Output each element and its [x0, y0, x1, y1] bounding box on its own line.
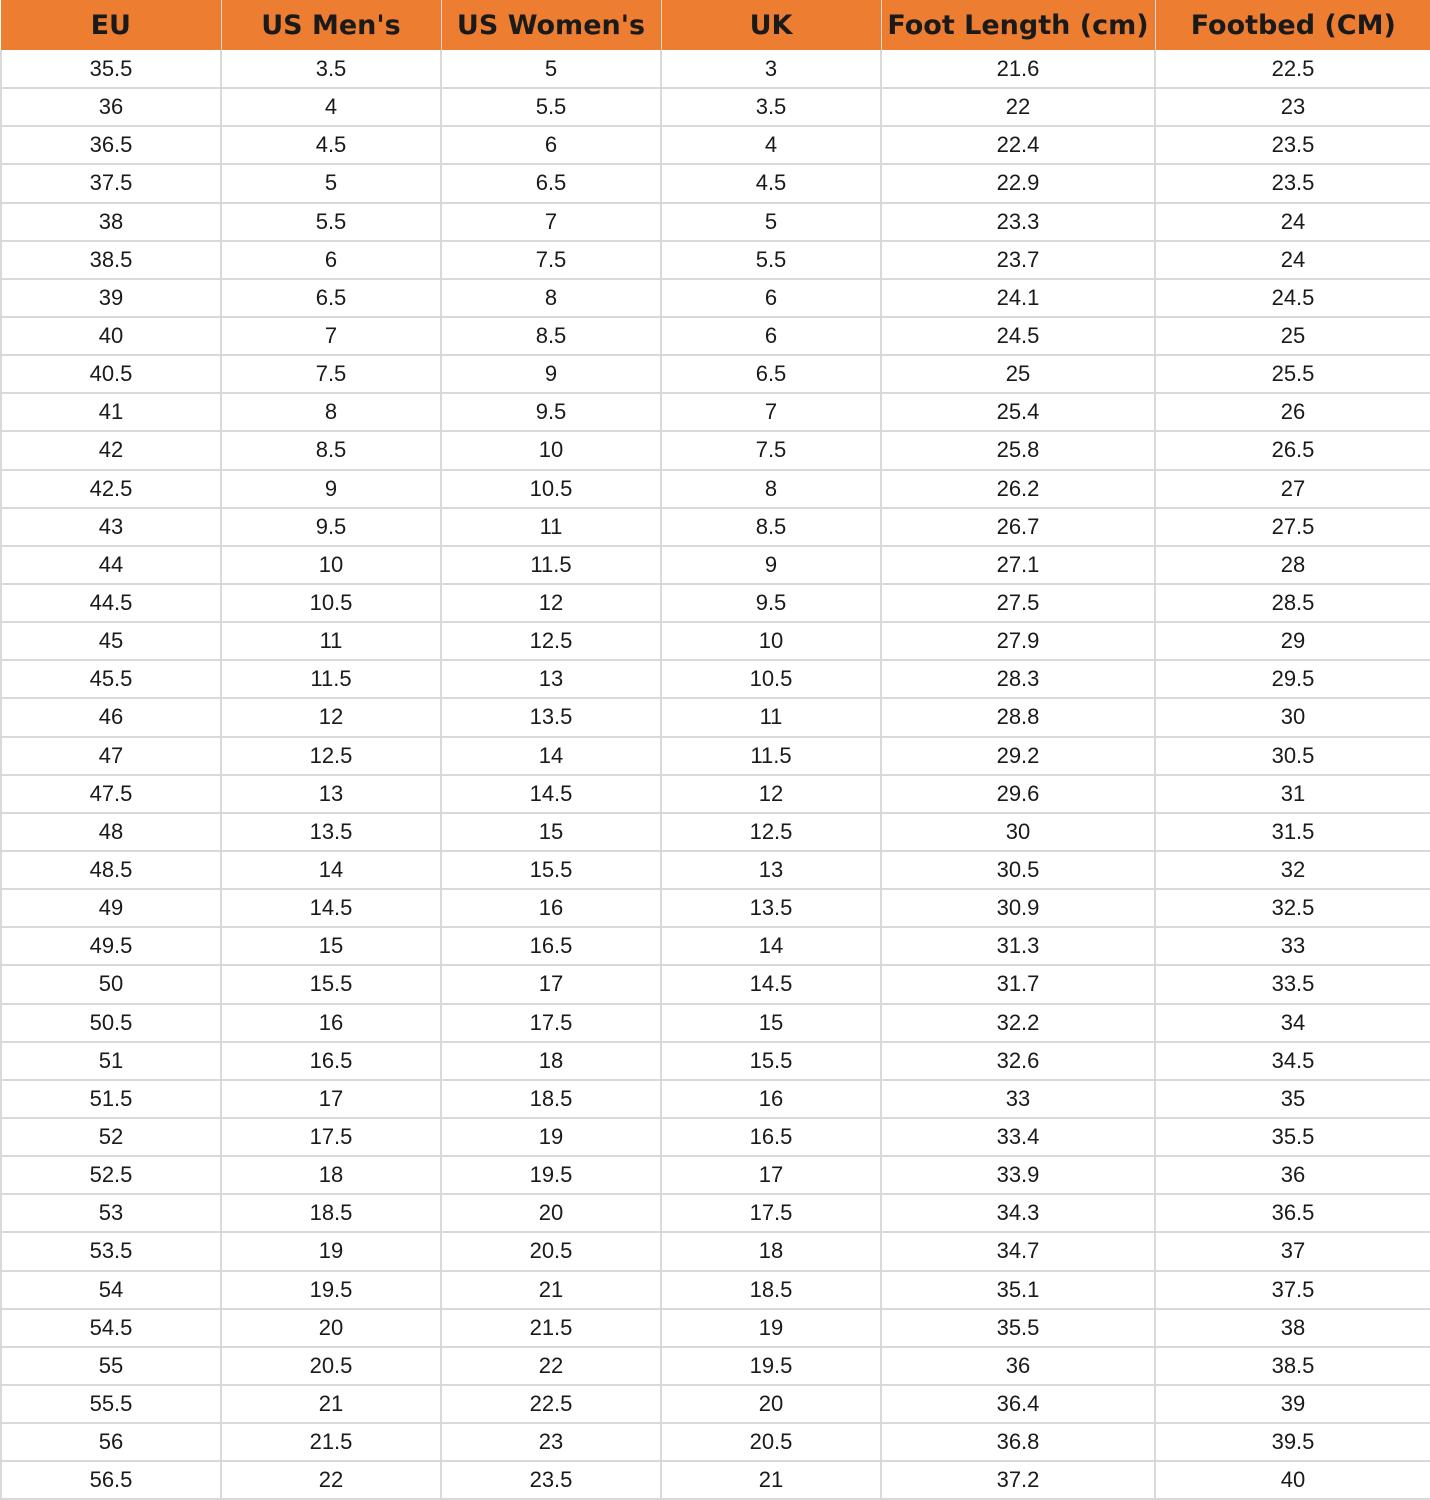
- column-header-us-womens: US Women's: [441, 0, 661, 50]
- cell-footbed: 23.5: [1155, 164, 1430, 202]
- cell-eu: 45: [1, 622, 221, 660]
- cell-uk: 18.5: [661, 1271, 881, 1309]
- table-row: [1, 1461, 1430, 1499]
- cell-uk: 7: [661, 393, 881, 431]
- cell-us-mens: 5.5: [221, 203, 441, 241]
- cell-foot-length: 36.4: [881, 1385, 1155, 1423]
- column-header-uk: UK: [661, 0, 881, 50]
- cell-eu: 37.5: [1, 164, 221, 202]
- cell-us-womens: 14.5: [441, 775, 661, 813]
- table-row: [1, 1156, 1430, 1194]
- cell-footbed: 23: [1155, 88, 1430, 126]
- cell-foot-length: 25.4: [881, 393, 1155, 431]
- table-row: [1, 1423, 1430, 1461]
- cell-footbed: 39.5: [1155, 1423, 1430, 1461]
- cell-eu: 49: [1, 889, 221, 927]
- cell-us-womens: 8.5: [441, 317, 661, 355]
- cell-footbed: 29: [1155, 622, 1430, 660]
- table-row: [1, 1118, 1430, 1156]
- cell-us-mens: 8: [221, 393, 441, 431]
- cell-eu: 40: [1, 317, 221, 355]
- cell-uk: 3: [661, 50, 881, 88]
- cell-uk: 3.5: [661, 88, 881, 126]
- cell-foot-length: 27.1: [881, 546, 1155, 584]
- cell-us-mens: 21: [221, 1385, 441, 1423]
- cell-uk: 13.5: [661, 889, 881, 927]
- table-row: [1, 927, 1430, 965]
- cell-us-mens: 3.5: [221, 50, 441, 88]
- cell-us-womens: 5.5: [441, 88, 661, 126]
- cell-eu: 56.5: [1, 1461, 221, 1499]
- cell-footbed: 33: [1155, 927, 1430, 965]
- cell-us-womens: 21: [441, 1271, 661, 1309]
- cell-eu: 52: [1, 1118, 221, 1156]
- cell-foot-length: 22.9: [881, 164, 1155, 202]
- table-row: [1, 470, 1430, 508]
- cell-uk: 15.5: [661, 1042, 881, 1080]
- cell-us-mens: 5: [221, 164, 441, 202]
- cell-us-womens: 14: [441, 737, 661, 775]
- cell-foot-length: 26.7: [881, 508, 1155, 546]
- cell-footbed: 33.5: [1155, 965, 1430, 1003]
- cell-foot-length: 24.1: [881, 279, 1155, 317]
- cell-foot-length: 32.2: [881, 1004, 1155, 1042]
- cell-uk: 12: [661, 775, 881, 813]
- cell-foot-length: 30.5: [881, 851, 1155, 889]
- cell-us-mens: 7.5: [221, 355, 441, 393]
- cell-uk: 10.5: [661, 660, 881, 698]
- table-row: [1, 317, 1430, 355]
- cell-uk: 7.5: [661, 431, 881, 469]
- cell-uk: 16: [661, 1080, 881, 1118]
- cell-foot-length: 22: [881, 88, 1155, 126]
- cell-uk: 9.5: [661, 584, 881, 622]
- cell-eu: 41: [1, 393, 221, 431]
- cell-foot-length: 29.2: [881, 737, 1155, 775]
- cell-us-mens: 18.5: [221, 1194, 441, 1232]
- table-row: [1, 775, 1430, 813]
- cell-foot-length: 37.2: [881, 1461, 1155, 1499]
- table-row: [1, 737, 1430, 775]
- cell-eu: 48.5: [1, 851, 221, 889]
- cell-us-mens: 10: [221, 546, 441, 584]
- cell-us-womens: 20: [441, 1194, 661, 1232]
- cell-foot-length: 23.7: [881, 241, 1155, 279]
- table-row: [1, 965, 1430, 1003]
- cell-footbed: 24.5: [1155, 279, 1430, 317]
- cell-uk: 16.5: [661, 1118, 881, 1156]
- cell-uk: 13: [661, 851, 881, 889]
- cell-us-mens: 9.5: [221, 508, 441, 546]
- table-row: [1, 241, 1430, 279]
- cell-uk: 8: [661, 470, 881, 508]
- cell-foot-length: 30.9: [881, 889, 1155, 927]
- cell-eu: 54: [1, 1271, 221, 1309]
- cell-uk: 6: [661, 317, 881, 355]
- cell-footbed: 39: [1155, 1385, 1430, 1423]
- cell-us-mens: 17: [221, 1080, 441, 1118]
- cell-us-womens: 7.5: [441, 241, 661, 279]
- cell-foot-length: 32.6: [881, 1042, 1155, 1080]
- cell-eu: 35.5: [1, 50, 221, 88]
- table-row: [1, 1271, 1430, 1309]
- cell-foot-length: 35.1: [881, 1271, 1155, 1309]
- cell-footbed: 37.5: [1155, 1271, 1430, 1309]
- cell-uk: 11: [661, 698, 881, 736]
- cell-us-womens: 9.5: [441, 393, 661, 431]
- cell-foot-length: 29.6: [881, 775, 1155, 813]
- cell-uk: 19: [661, 1309, 881, 1347]
- cell-eu: 55: [1, 1347, 221, 1385]
- column-header-footbed: Footbed (CM): [1155, 0, 1430, 50]
- cell-footbed: 28: [1155, 546, 1430, 584]
- cell-us-mens: 6: [221, 241, 441, 279]
- cell-footbed: 35.5: [1155, 1118, 1430, 1156]
- cell-us-womens: 11.5: [441, 546, 661, 584]
- cell-uk: 5.5: [661, 241, 881, 279]
- cell-footbed: 31.5: [1155, 813, 1430, 851]
- cell-us-womens: 19: [441, 1118, 661, 1156]
- cell-us-womens: 8: [441, 279, 661, 317]
- cell-us-mens: 8.5: [221, 431, 441, 469]
- table-row: [1, 698, 1430, 736]
- cell-footbed: 37: [1155, 1232, 1430, 1270]
- cell-eu: 42: [1, 431, 221, 469]
- cell-eu: 51: [1, 1042, 221, 1080]
- cell-us-womens: 6.5: [441, 164, 661, 202]
- cell-us-womens: 15: [441, 813, 661, 851]
- cell-foot-length: 22.4: [881, 126, 1155, 164]
- table-row: [1, 203, 1430, 241]
- table-row: [1, 126, 1430, 164]
- cell-footbed: 36: [1155, 1156, 1430, 1194]
- cell-us-mens: 16.5: [221, 1042, 441, 1080]
- cell-uk: 15: [661, 1004, 881, 1042]
- table-row: [1, 546, 1430, 584]
- cell-us-womens: 23: [441, 1423, 661, 1461]
- cell-uk: 11.5: [661, 737, 881, 775]
- table-row: [1, 1080, 1430, 1118]
- cell-uk: 5: [661, 203, 881, 241]
- cell-us-womens: 20.5: [441, 1232, 661, 1270]
- cell-footbed: 34.5: [1155, 1042, 1430, 1080]
- table-row: [1, 889, 1430, 927]
- cell-foot-length: 30: [881, 813, 1155, 851]
- cell-foot-length: 21.6: [881, 50, 1155, 88]
- table-row: [1, 813, 1430, 851]
- cell-footbed: 23.5: [1155, 126, 1430, 164]
- cell-us-mens: 6.5: [221, 279, 441, 317]
- cell-eu: 50.5: [1, 1004, 221, 1042]
- cell-us-womens: 11: [441, 508, 661, 546]
- table-body: [1, 50, 1430, 1499]
- cell-us-mens: 12.5: [221, 737, 441, 775]
- cell-footbed: 25: [1155, 317, 1430, 355]
- table-header: [1, 0, 1430, 50]
- cell-us-mens: 10.5: [221, 584, 441, 622]
- cell-us-mens: 7: [221, 317, 441, 355]
- cell-foot-length: 34.7: [881, 1232, 1155, 1270]
- cell-us-mens: 11: [221, 622, 441, 660]
- cell-us-mens: 20: [221, 1309, 441, 1347]
- cell-footbed: 38.5: [1155, 1347, 1430, 1385]
- table-row: [1, 50, 1430, 88]
- cell-eu: 45.5: [1, 660, 221, 698]
- cell-eu: 43: [1, 508, 221, 546]
- cell-uk: 17: [661, 1156, 881, 1194]
- cell-foot-length: 24.5: [881, 317, 1155, 355]
- cell-us-mens: 13: [221, 775, 441, 813]
- cell-eu: 53.5: [1, 1232, 221, 1270]
- cell-footbed: 32: [1155, 851, 1430, 889]
- cell-us-womens: 15.5: [441, 851, 661, 889]
- cell-eu: 48: [1, 813, 221, 851]
- cell-eu: 47.5: [1, 775, 221, 813]
- cell-eu: 56: [1, 1423, 221, 1461]
- cell-us-mens: 11.5: [221, 660, 441, 698]
- cell-footbed: 30.5: [1155, 737, 1430, 775]
- cell-uk: 6: [661, 279, 881, 317]
- cell-foot-length: 23.3: [881, 203, 1155, 241]
- cell-eu: 54.5: [1, 1309, 221, 1347]
- cell-us-mens: 12: [221, 698, 441, 736]
- cell-us-mens: 15.5: [221, 965, 441, 1003]
- table-row: [1, 393, 1430, 431]
- cell-foot-length: 28.8: [881, 698, 1155, 736]
- cell-us-womens: 18: [441, 1042, 661, 1080]
- table-row: [1, 1194, 1430, 1232]
- cell-us-womens: 22.5: [441, 1385, 661, 1423]
- cell-foot-length: 27.5: [881, 584, 1155, 622]
- cell-eu: 40.5: [1, 355, 221, 393]
- cell-footbed: 35: [1155, 1080, 1430, 1118]
- cell-uk: 4.5: [661, 164, 881, 202]
- cell-eu: 51.5: [1, 1080, 221, 1118]
- cell-eu: 55.5: [1, 1385, 221, 1423]
- cell-uk: 18: [661, 1232, 881, 1270]
- cell-us-womens: 18.5: [441, 1080, 661, 1118]
- cell-foot-length: 26.2: [881, 470, 1155, 508]
- table-row: [1, 660, 1430, 698]
- cell-us-mens: 9: [221, 470, 441, 508]
- table-row: [1, 88, 1430, 126]
- cell-uk: 14: [661, 927, 881, 965]
- cell-foot-length: 25.8: [881, 431, 1155, 469]
- header-row: [1, 0, 1430, 50]
- cell-uk: 17.5: [661, 1194, 881, 1232]
- column-header-eu: EU: [1, 0, 221, 50]
- cell-us-mens: 22: [221, 1461, 441, 1499]
- table-row: [1, 851, 1430, 889]
- cell-footbed: 40: [1155, 1461, 1430, 1499]
- cell-uk: 6.5: [661, 355, 881, 393]
- cell-us-mens: 21.5: [221, 1423, 441, 1461]
- column-header-us-mens: US Men's: [221, 0, 441, 50]
- cell-foot-length: 34.3: [881, 1194, 1155, 1232]
- cell-us-womens: 23.5: [441, 1461, 661, 1499]
- table-row: [1, 1347, 1430, 1385]
- cell-footbed: 28.5: [1155, 584, 1430, 622]
- cell-us-womens: 10: [441, 431, 661, 469]
- cell-foot-length: 31.7: [881, 965, 1155, 1003]
- cell-foot-length: 31.3: [881, 927, 1155, 965]
- cell-us-mens: 19: [221, 1232, 441, 1270]
- cell-eu: 50: [1, 965, 221, 1003]
- cell-foot-length: 27.9: [881, 622, 1155, 660]
- cell-uk: 20: [661, 1385, 881, 1423]
- cell-us-womens: 22: [441, 1347, 661, 1385]
- cell-eu: 44.5: [1, 584, 221, 622]
- table-row: [1, 622, 1430, 660]
- cell-footbed: 29.5: [1155, 660, 1430, 698]
- table-row: [1, 584, 1430, 622]
- cell-us-mens: 20.5: [221, 1347, 441, 1385]
- cell-footbed: 26.5: [1155, 431, 1430, 469]
- cell-eu: 36.5: [1, 126, 221, 164]
- column-header-foot-length: Foot Length (cm): [881, 0, 1155, 50]
- table-row: [1, 1004, 1430, 1042]
- cell-us-womens: 10.5: [441, 470, 661, 508]
- cell-footbed: 24: [1155, 203, 1430, 241]
- cell-us-mens: 17.5: [221, 1118, 441, 1156]
- cell-us-womens: 7: [441, 203, 661, 241]
- table-row: [1, 1309, 1430, 1347]
- cell-foot-length: 33.4: [881, 1118, 1155, 1156]
- cell-us-womens: 21.5: [441, 1309, 661, 1347]
- cell-eu: 53: [1, 1194, 221, 1232]
- cell-footbed: 30: [1155, 698, 1430, 736]
- cell-us-mens: 18: [221, 1156, 441, 1194]
- cell-footbed: 26: [1155, 393, 1430, 431]
- cell-footbed: 25.5: [1155, 355, 1430, 393]
- table-row: [1, 164, 1430, 202]
- cell-eu: 39: [1, 279, 221, 317]
- cell-us-mens: 4: [221, 88, 441, 126]
- cell-us-mens: 13.5: [221, 813, 441, 851]
- cell-footbed: 32.5: [1155, 889, 1430, 927]
- cell-us-womens: 17: [441, 965, 661, 1003]
- cell-uk: 21: [661, 1461, 881, 1499]
- table-row: [1, 1385, 1430, 1423]
- cell-footbed: 34: [1155, 1004, 1430, 1042]
- cell-eu: 38: [1, 203, 221, 241]
- cell-uk: 4: [661, 126, 881, 164]
- cell-us-mens: 19.5: [221, 1271, 441, 1309]
- cell-us-womens: 13: [441, 660, 661, 698]
- cell-us-womens: 5: [441, 50, 661, 88]
- cell-us-womens: 13.5: [441, 698, 661, 736]
- cell-uk: 12.5: [661, 813, 881, 851]
- cell-foot-length: 36: [881, 1347, 1155, 1385]
- cell-eu: 38.5: [1, 241, 221, 279]
- cell-foot-length: 36.8: [881, 1423, 1155, 1461]
- cell-uk: 10: [661, 622, 881, 660]
- cell-us-womens: 12.5: [441, 622, 661, 660]
- cell-uk: 14.5: [661, 965, 881, 1003]
- cell-foot-length: 28.3: [881, 660, 1155, 698]
- cell-eu: 49.5: [1, 927, 221, 965]
- table-row: [1, 279, 1430, 317]
- table-row: [1, 1232, 1430, 1270]
- cell-eu: 42.5: [1, 470, 221, 508]
- cell-footbed: 24: [1155, 241, 1430, 279]
- cell-uk: 8.5: [661, 508, 881, 546]
- cell-us-womens: 16.5: [441, 927, 661, 965]
- cell-uk: 20.5: [661, 1423, 881, 1461]
- table-row: [1, 355, 1430, 393]
- cell-footbed: 27: [1155, 470, 1430, 508]
- table-row: [1, 431, 1430, 469]
- cell-us-womens: 17.5: [441, 1004, 661, 1042]
- cell-footbed: 27.5: [1155, 508, 1430, 546]
- cell-uk: 19.5: [661, 1347, 881, 1385]
- cell-foot-length: 33: [881, 1080, 1155, 1118]
- cell-us-womens: 6: [441, 126, 661, 164]
- cell-us-mens: 15: [221, 927, 441, 965]
- cell-us-mens: 16: [221, 1004, 441, 1042]
- cell-eu: 46: [1, 698, 221, 736]
- cell-eu: 52.5: [1, 1156, 221, 1194]
- cell-uk: 9: [661, 546, 881, 584]
- cell-eu: 47: [1, 737, 221, 775]
- cell-footbed: 31: [1155, 775, 1430, 813]
- cell-footbed: 36.5: [1155, 1194, 1430, 1232]
- cell-us-mens: 4.5: [221, 126, 441, 164]
- cell-eu: 44: [1, 546, 221, 584]
- cell-us-mens: 14: [221, 851, 441, 889]
- cell-us-womens: 9: [441, 355, 661, 393]
- cell-foot-length: 35.5: [881, 1309, 1155, 1347]
- cell-us-mens: 14.5: [221, 889, 441, 927]
- cell-us-womens: 16: [441, 889, 661, 927]
- table-row: [1, 508, 1430, 546]
- cell-foot-length: 33.9: [881, 1156, 1155, 1194]
- cell-foot-length: 25: [881, 355, 1155, 393]
- cell-us-womens: 19.5: [441, 1156, 661, 1194]
- table-row: [1, 1042, 1430, 1080]
- cell-us-womens: 12: [441, 584, 661, 622]
- cell-eu: 36: [1, 88, 221, 126]
- cell-footbed: 22.5: [1155, 50, 1430, 88]
- cell-footbed: 38: [1155, 1309, 1430, 1347]
